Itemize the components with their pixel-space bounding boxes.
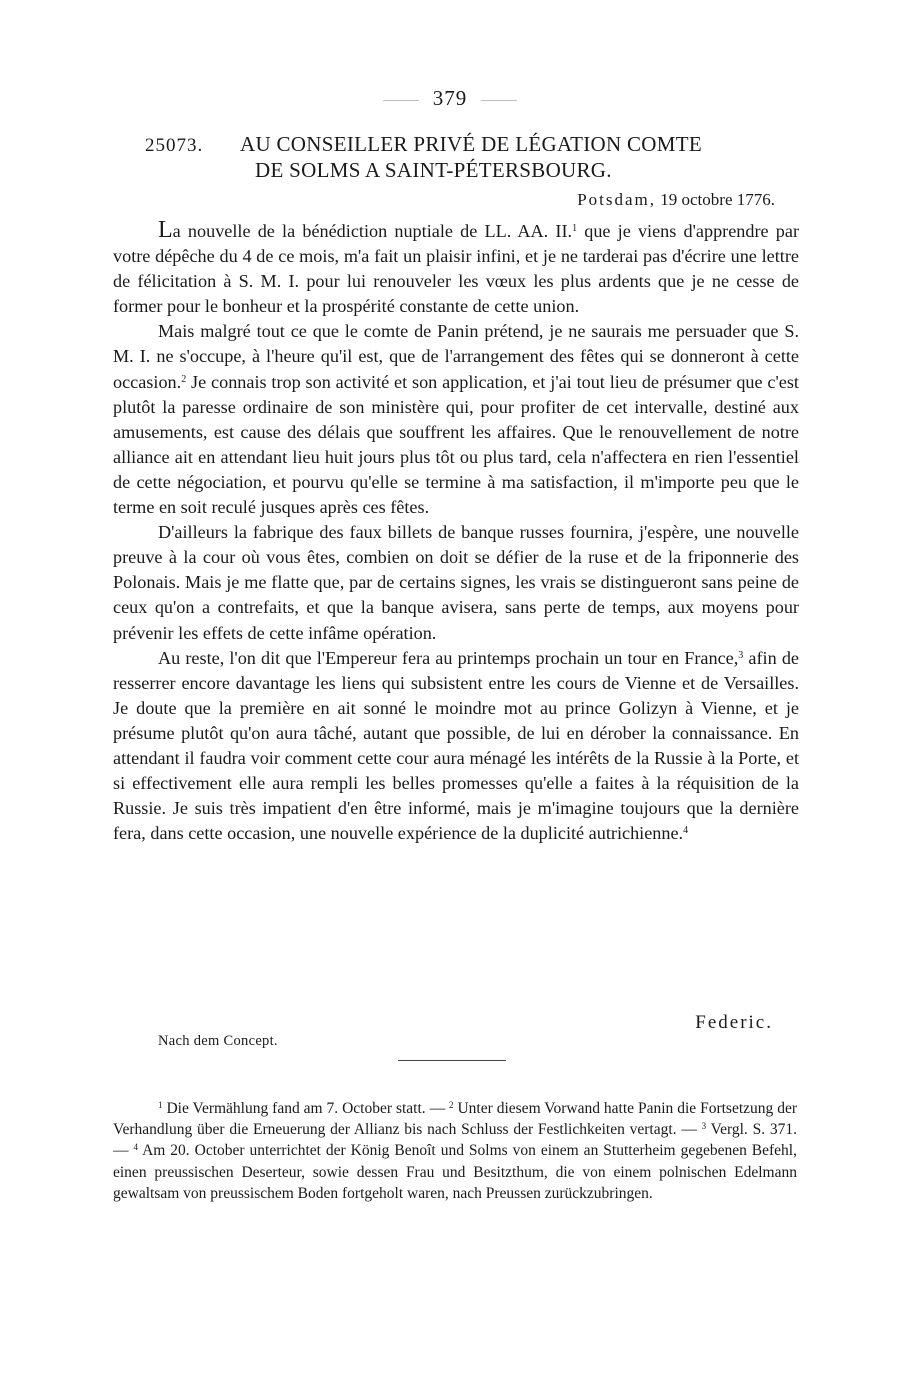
page-number-left-dash: [383, 100, 419, 101]
letter-body: [113, 218, 799, 846]
letter-title-line2: DE SOLMS A SAINT-PÉTERSBOURG.: [255, 158, 612, 182]
page-number: 379: [432, 86, 468, 110]
footnote-2: Unter diesem Vorwand hatte Panin die Fortsetzung der Verhandlung über die Erneuerung der Allianz bis nach Schluss der Festlichkeiten vertagt. —: [113, 1100, 797, 1139]
footnote-1: Die Vermählung fand am 7. October statt. —: [162, 1100, 450, 1117]
footnote-separator: [398, 1060, 506, 1061]
footnote-mark-3: 3: [701, 1121, 707, 1132]
footnotes: [113, 1098, 797, 1204]
letter-heading: [145, 131, 785, 183]
footnote-ref-4: 4: [683, 825, 689, 837]
source-note: Nach dem Concept.: [158, 1033, 278, 1049]
letter-number: 25073.: [145, 135, 204, 156]
paragraph-3: D'ailleurs la fabrique des faux billets de banque russes fournira, j'espère, une nouvelle preuve à la cour où vous êtes, combien on doit se défier de la ruse et de la friponnerie des Polonais. Mais je me flatte que, par de certains signes, les vrais se distingueront sans peine de ceux qu'on a contrefaits, et que la banque avisera, sans perte de temps, aux moyens pour prévenir les effets de cette infâme opération.: [113, 522, 799, 643]
paragraph-1-text-b: que je viens d'apprendre par votre dépêche du 4 de ce mois, m'a fait un plaisir infini, et je ne tarderai pas d'écrire une lettre de félicitation à S. M. I. pour lui renouveler les vœux les plus ardents que je ne cesse de former pour le bonheur et la prospérité constante de cette union.: [113, 221, 800, 317]
footnote-mark-4: 4: [133, 1142, 138, 1153]
page-number-line: [0, 86, 900, 111]
paragraph-4: [113, 646, 799, 847]
dateline: [577, 190, 775, 210]
footnote-ref-2: 2: [181, 373, 187, 385]
dateline-place: Potsdam,: [577, 190, 657, 209]
footnote-mark-2: 2: [449, 1100, 454, 1110]
paragraph-2-text-b: Je connais trop son activité et son application, et j'ai tout lieu de présumer que c'est plutôt la paresse ordinaire de son ministère qui, pour profiter de cet intervalle, destiné aux amusements, est cause des délais que souffrent les affaires. Que le renouvellement de notre alliance ait en attendant lieu huit jours plus tôt ou plus tard, cela n'affectera en rien l'essentiel de cette négociation, et pourvu qu'elle se termine à ma satisfaction, il m'importe peu que le terme en soit reculé jusques après ces fêtes.: [113, 371, 799, 518]
paragraph-2: [113, 319, 799, 520]
page-number-right-dash: [481, 100, 517, 101]
paragraph-1: [113, 218, 799, 319]
footnote-4: Am 20. October unterrichtet der König Benoît und Solms von einem an Stutterheim gegebenen Befehl, einen preussischen Deserteur, sowie dessen Frau und Besitzthum, die von einem polnischen Edelmann gewaltsam von preussischem Boden fortgeholt waren, nach Preussen zurückzubringen.: [113, 1142, 797, 1202]
paragraph-1-initial: L: [158, 217, 173, 243]
dateline-date: 19 octobre 1776.: [660, 190, 775, 209]
footnote-ref-1: 1: [572, 223, 578, 234]
footnote-mark-1: 1: [158, 1100, 163, 1110]
paragraph-4-text-a: Au reste, l'on dit que l'Empereur fera au printemps prochain un tour en France,: [158, 647, 739, 668]
letter-title-line1: AU CONSEILLER PRIVÉ DE LÉGATION COMTE: [240, 132, 702, 156]
paragraph-1-text-a: a nouvelle de la bénédiction nuptiale de LL. AA. II.: [172, 221, 573, 241]
paragraph-4-text-b: afin de resserrer encore davantage les liens qui subsistent entre les cours de Vienne et de Versailles. Je doute que la première en ait sonné le moindre mot au prince Golizyn à Vienne, et je présume plutôt qu'on aura tâché, autant que possible, de lui en dérober la connaissance. En attendant il faudra voir comment cette cour aura ménagé les intérêts de la Russie à la Porte, et si effectivement elle aura rempli les belles promesses qu'elle a faites à la réquisition de la Russie. Je suis très impatient d'en être informé, mais je m'imagine toujours que la dernière fera, dans cette occasion, une nouvelle expérience de la duplicité autrichienne.: [113, 647, 799, 844]
paragraph-2-text-a: Mais malgré tout ce que le comte de Panin prétend, je ne saurais me persuader que S. M. I. ne s'occupe, à l'heure qu'il est, que de l'arrangement des fêtes qui se donneront à cette occasion.: [113, 321, 799, 392]
signature: Federic.: [695, 1012, 773, 1033]
footnote-ref-3: 3: [738, 649, 744, 661]
footnotes-block: [113, 1098, 797, 1204]
footnote-3: Vergl. S. 371. —: [113, 1121, 797, 1160]
